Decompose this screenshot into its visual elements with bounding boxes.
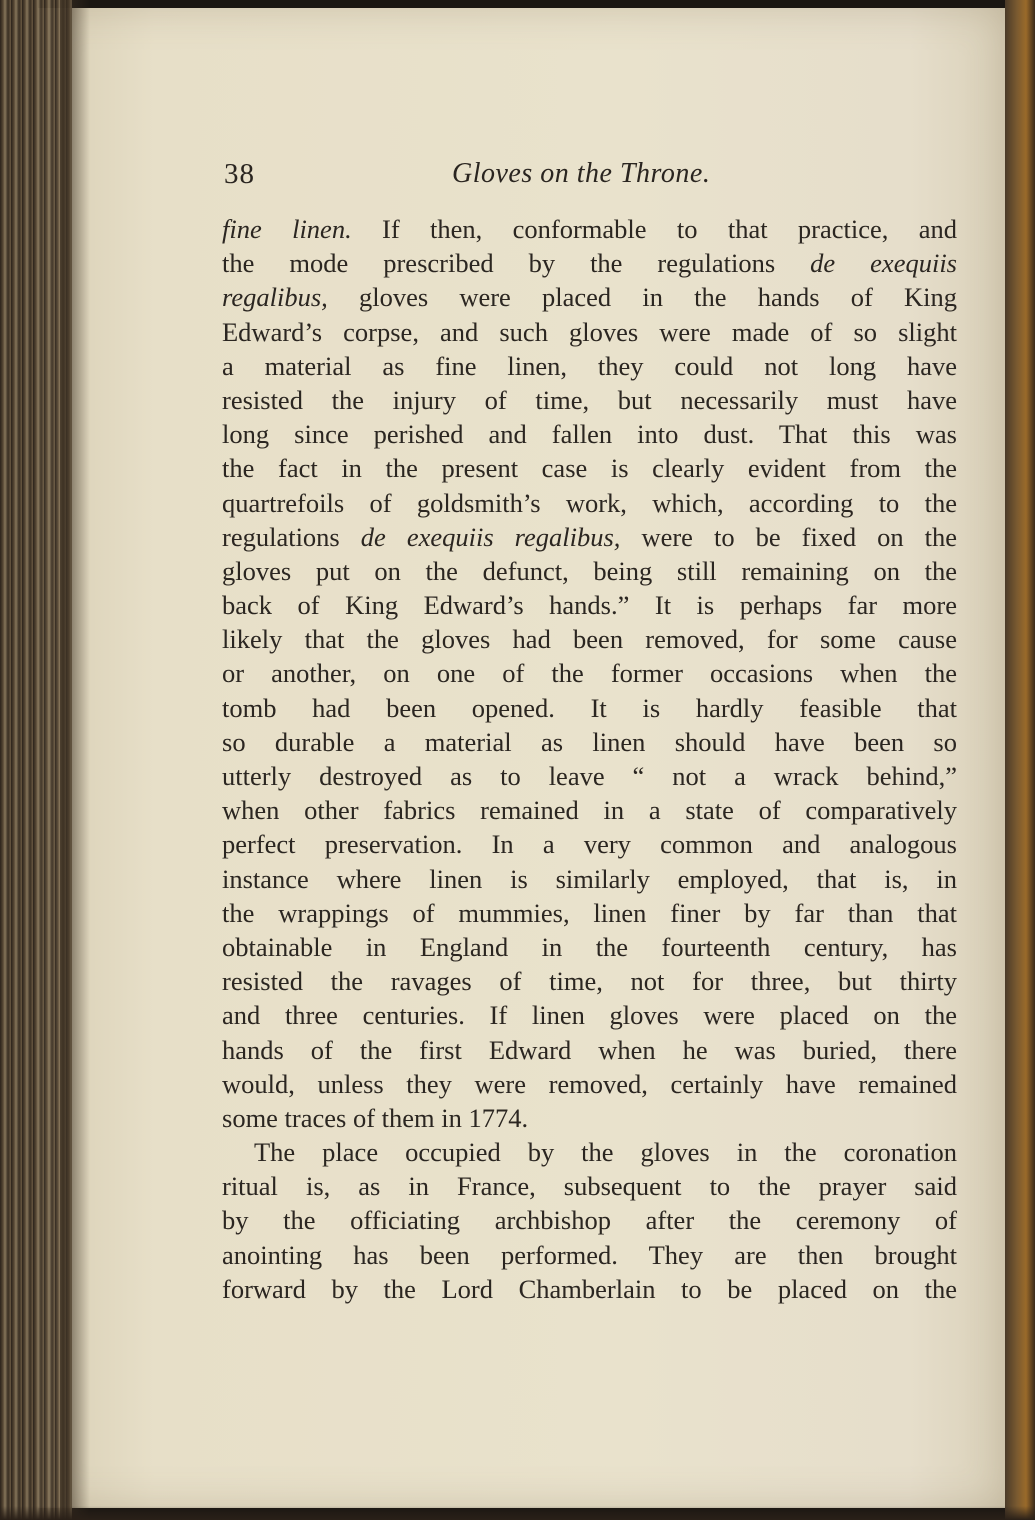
text-line: so durable a material as linen should have been so [222,726,957,757]
text-line: would, unless they were removed, certainly have remained [222,1068,957,1099]
text-line: resisted the injury of time, but necessarily must have [222,384,957,415]
text-line: the wrappings of mummies, linen finer by far than that [222,897,957,928]
text-line: quartrefoils of goldsmith’s work, which, according to the [222,487,957,518]
text-line: likely that the gloves had been removed, for some cause [222,624,957,655]
text-line: the fact in the present case is clearly evident from the [222,453,957,484]
text-line: obtainable in England in the fourteenth century, has [222,931,957,962]
paragraph [222,212,957,1135]
text-line: utterly destroyed as to leave “ not a wrack behind,” [222,761,957,791]
text-line: resisted the ravages of time, not for three, but thirty [222,966,957,997]
text-line: long since perished and fallen into dust. That this was [222,419,957,450]
gutter-shadow [60,0,90,1520]
next-page-edge [1005,0,1035,1520]
text-line: instance where linen is similarly employed, that is, in [222,863,957,894]
page-number: 38 [224,158,255,190]
bottom-shadow [0,1506,1035,1520]
text-line: perfect preservation. In a very common and analogous [222,829,957,860]
running-title: Gloves on the Throne. [452,158,711,189]
text-line: gloves put on the defunct, being still remaining on the [222,555,957,586]
text-line: tomb had been opened. It is hardly feasible that [222,692,957,723]
text-line: back of King Edward’s hands.” It is perhaps far more [222,590,957,621]
text-line: by the officiating archbishop after the ceremony of [222,1205,957,1236]
text-line: regalibus, gloves were placed in the hands of King [222,282,957,313]
text-line: regulations de exequiis regalibus, were to be fixed on the [222,521,957,552]
text-line: when other fabrics remained in a state of comparatively [222,795,957,826]
text-line: hands of the first Edward when he was buried, there [222,1034,957,1065]
text-line: Edward’s corpse, and such gloves were made of so slight [222,316,957,347]
text-line: fine linen. If then, conformable to that practice, and [222,214,957,244]
text-line: a material as fine linen, they could not long have [222,350,957,381]
text-line: and three centuries. If linen gloves were placed on the [222,1000,957,1031]
text-line: anointing has been performed. They are then brought [222,1239,957,1270]
running-head [224,158,959,198]
text-line: forward by the Lord Chamberlain to be placed on the [222,1273,957,1304]
text-line: ritual is, as in France, subsequent to the prayer said [222,1171,957,1202]
text-line: the mode prescribed by the regulations de exequiis [222,248,957,279]
text-line: some traces of them in 1774. [222,1102,529,1133]
text-line: or another, on one of the former occasions when the [222,658,957,689]
body-text [222,212,957,1306]
text-line: The place occupied by the gloves in the coronation [254,1137,957,1168]
paragraph [222,1135,957,1306]
